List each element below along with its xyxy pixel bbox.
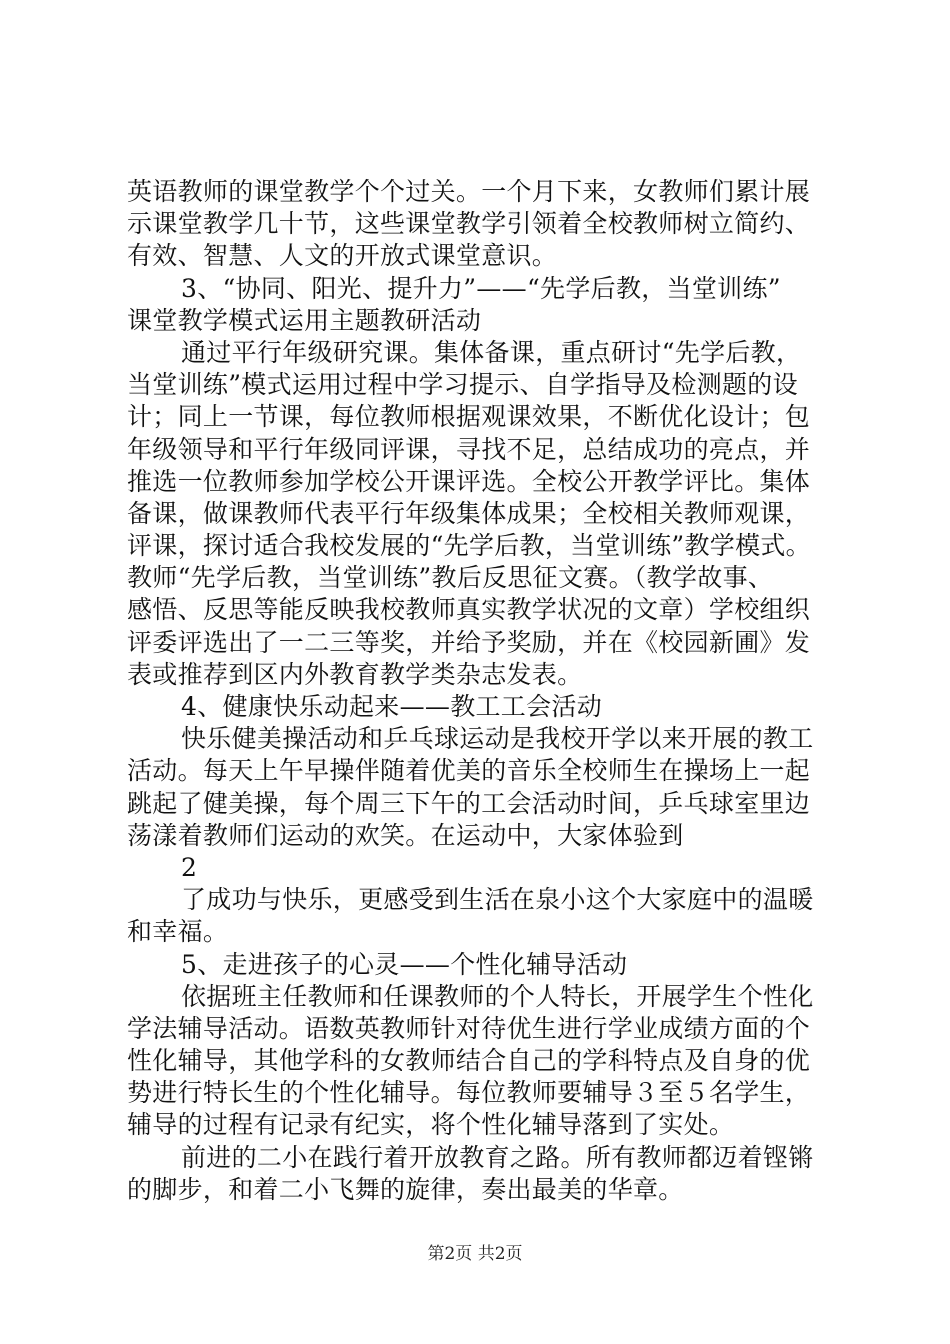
paragraph-continued: 了成功与快乐，更感受到生活在泉小这个大家庭中的温暖 xyxy=(181,885,814,915)
text-line: 的脚步，和着二小飞舞的旋律，奏出最美的华章。 xyxy=(127,1174,684,1204)
text-line: 备课，做课教师代表平行年级集体成果；全校相关教师观课， xyxy=(127,498,811,528)
text-line: 计；同上一节课，每位教师根据观课效果，不断优化设计；包 xyxy=(127,402,811,432)
text-line: 英语教师的课堂教学个个过关。一个月下来，女教师们累计展 xyxy=(127,177,811,206)
text-line: 辅导的过程有记录有纪实，将个性化辅导落到了实处。 xyxy=(127,1110,735,1140)
text-line: 表或推荐到区内外教育教学类杂志发表。 xyxy=(127,659,583,689)
text-line: 学法辅导活动。语数英教师针对待优生进行学业成绩方面的个 xyxy=(127,1013,811,1043)
text-line: 性化辅导，其他学科的女教师结合自己的学科特点及自身的优 xyxy=(127,1046,811,1076)
inline-page-number: 2 xyxy=(181,852,198,882)
text-line: 有效、智慧、人文的开放式课堂意识。 xyxy=(127,241,558,271)
text-line: 推选一位教师参加学校公开课评选。全校公开教学评比。集体 xyxy=(127,466,811,496)
paragraph-start: 快乐健美操活动和乒乓球运动是我校开学以来开展的教工 xyxy=(181,724,814,754)
document-body xyxy=(127,176,827,1206)
text-line: 荡漾着教师们运动的欢笑。在运动中，大家体验到 xyxy=(127,820,684,850)
section-heading-continued: 课堂教学模式运用主题教研活动 xyxy=(127,305,482,335)
text-line: 教师“先学后教，当堂训练”教后反思征文赛。（教学故事、 xyxy=(127,563,774,593)
text-line: 评委评选出了一二三等奖，并给予奖励，并在《校园新圃》发 xyxy=(127,627,811,657)
section-heading: 5、走进孩子的心灵——个性化辅导活动 xyxy=(181,949,628,979)
text-line: 感悟、反思等能反映我校教师真实教学状况的文章）学校组织 xyxy=(127,595,811,625)
paragraph-start: 通过平行年级研究课。集体备课，重点研讨“先学后教， xyxy=(181,337,802,367)
text-line: 势进行特长生的个性化辅导。每位教师要辅导３至５名学生， xyxy=(127,1078,811,1108)
text-line: 示课堂教学几十节，这些课堂教学引领着全校教师树立简约、 xyxy=(127,209,811,239)
text-line: 跳起了健美操，每个周三下午的工会活动时间，乒乓球室里边 xyxy=(127,788,811,818)
page-footer: 第2页 共2页 xyxy=(427,1244,523,1264)
paragraph-start: 依据班主任教师和任课教师的个人特长，开展学生个性化 xyxy=(181,981,814,1011)
text-line: 活动。每天上午早操伴随着优美的音乐全校师生在操场上一起 xyxy=(127,756,811,786)
text-line: 和幸福。 xyxy=(127,917,229,947)
text-line: 评课，探讨适合我校发展的“先学后教，当堂训练”教学模式。 xyxy=(127,531,811,561)
section-heading: 3、“协同、阳光、提升力”——“先学后教，当堂训练” xyxy=(181,273,781,303)
paragraph-start: 前进的二小在践行着开放教育之路。所有教师都迈着铿锵 xyxy=(181,1142,814,1172)
text-line: 年级领导和平行年级同评课，寻找不足，总结成功的亮点，并 xyxy=(127,434,811,464)
text-line: 当堂训练”模式运用过程中学习提示、自学指导及检测题的设 xyxy=(127,370,798,400)
section-heading: 4、健康快乐动起来——教工工会活动 xyxy=(181,692,603,721)
